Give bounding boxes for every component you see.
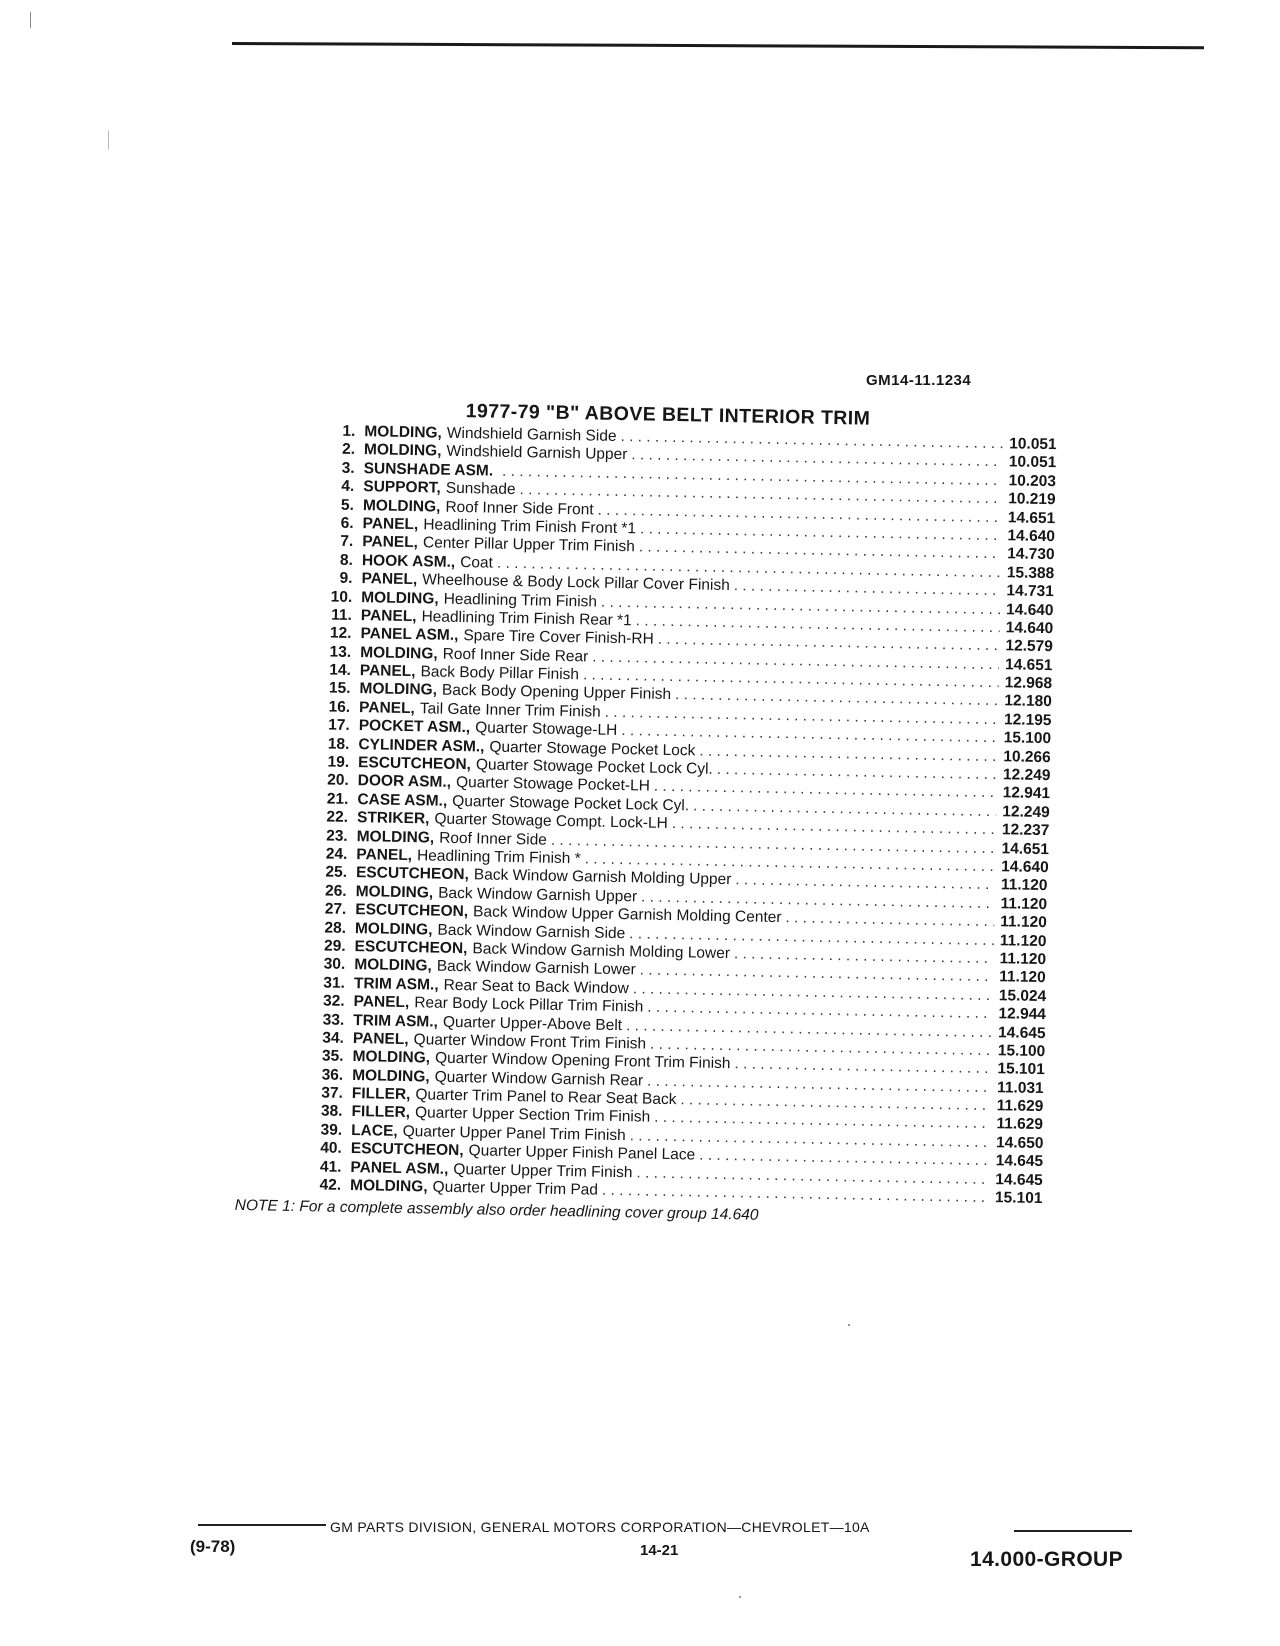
- item-number: 19.: [327, 753, 350, 771]
- scan-speck: [848, 1324, 850, 1326]
- part-description: Quarter Stowage Pocket Lock: [489, 738, 696, 760]
- margin-mark: [30, 12, 31, 28]
- part-description: Quarter Upper Trim Finish: [453, 1160, 633, 1181]
- group-code: 14.651: [1001, 839, 1050, 858]
- part-name: ESCUTCHEON,: [355, 864, 469, 884]
- group-code: 11.031: [996, 1078, 1044, 1097]
- part-name: FILLER,: [351, 1085, 411, 1104]
- part-description: Quarter Trim Panel to Rear Seat Back: [415, 1086, 677, 1109]
- part-description: Quarter Stowage Compt. Lock-LH: [434, 810, 668, 833]
- group-code: 14.645: [997, 1023, 1046, 1042]
- part-description: Sunshade: [445, 479, 516, 499]
- item-number: 38.: [320, 1102, 343, 1121]
- part-name: MOLDING,: [352, 1048, 431, 1067]
- scan-speck: [739, 1596, 741, 1598]
- footer-rule-left: [198, 1524, 326, 1526]
- part-name: PANEL,: [356, 846, 413, 865]
- part-description: Quarter Upper Trim Pad: [432, 1178, 599, 1199]
- item-number: 39.: [320, 1121, 343, 1139]
- part-name: MOLDING,: [349, 1177, 428, 1196]
- part-description: Spare Tire Cover Finish-RH: [463, 627, 654, 648]
- item-number: 10.: [330, 588, 353, 606]
- item-number: 23.: [326, 827, 348, 845]
- group-code: 10.051: [1008, 453, 1057, 472]
- part-description: Quarter Window Front Trim Finish: [413, 1031, 647, 1053]
- group-code: 10.266: [1003, 747, 1051, 766]
- group-code: 14.640: [1001, 858, 1049, 877]
- item-number: 28.: [324, 919, 347, 937]
- item-number: 13.: [329, 643, 352, 661]
- item-number: 6.: [340, 514, 354, 532]
- item-number: 17.: [328, 716, 350, 735]
- part-description: Headlining Trim Finish: [443, 590, 598, 611]
- group-code: 12.944: [998, 1005, 1047, 1024]
- item-number: 37.: [321, 1084, 344, 1102]
- part-name: PANEL,: [359, 662, 416, 681]
- item-number: 42.: [319, 1176, 342, 1194]
- group-code: 11.120: [1000, 895, 1048, 913]
- group-code: 11.120: [999, 950, 1047, 969]
- item-number: 14.: [329, 661, 352, 680]
- footnote: NOTE 1: For a complete assembly also order headlining cover group 14.640: [234, 1197, 759, 1225]
- item-number: 30.: [323, 955, 346, 974]
- item-number: 16.: [328, 698, 351, 716]
- group-code: 12.968: [1004, 674, 1053, 693]
- item-number: 21.: [326, 790, 349, 808]
- group-code: 10.219: [1008, 490, 1056, 509]
- part-name: HOOK ASM.,: [361, 551, 456, 571]
- item-number: 15.: [328, 680, 351, 698]
- part-name: PANEL,: [358, 698, 416, 718]
- group-code: 14.645: [995, 1152, 1044, 1171]
- part-description: Coat: [460, 553, 494, 572]
- part-name: MOLDING,: [355, 882, 434, 902]
- part-name: DOOR ASM.,: [357, 772, 452, 792]
- part-description: Tail Gate Inner Trim Finish: [419, 700, 601, 721]
- group-code: 15.101: [997, 1060, 1046, 1079]
- part-name: PANEL ASM.,: [350, 1158, 449, 1178]
- group-code: 14.650: [995, 1134, 1044, 1152]
- part-description: Roof Inner Side: [439, 829, 548, 849]
- part-name: MOLDING,: [359, 680, 438, 700]
- group-code: 14.640: [1005, 619, 1054, 638]
- top-rule: [232, 42, 1204, 49]
- part-name: MOLDING,: [356, 827, 435, 847]
- part-description: Quarter Upper-Above Belt: [442, 1013, 623, 1034]
- part-name: ESCUTCHEON,: [350, 1140, 464, 1160]
- part-description: Back Window Garnish Lower: [436, 957, 636, 979]
- part-name: LACE,: [351, 1121, 398, 1140]
- group-code: 11.120: [1000, 876, 1048, 895]
- group-code: 11.629: [996, 1097, 1044, 1116]
- item-number: 3.: [341, 459, 355, 477]
- group-code: 15.024: [998, 986, 1047, 1005]
- part-description: Wheelhouse & Body Lock Pillar Cover Finish: [422, 571, 730, 595]
- item-number: 36.: [321, 1066, 344, 1084]
- item-number: 32.: [322, 992, 345, 1010]
- part-name: ESCUTCHEON,: [357, 754, 472, 774]
- group-code: 10.203: [1008, 472, 1057, 490]
- part-description: Back Body Opening Upper Finish: [441, 682, 672, 704]
- part-name: SUNSHADE ASM.: [363, 459, 494, 480]
- item-number: 31.: [323, 974, 346, 992]
- part-description: Center Pillar Upper Trim Finish: [422, 534, 635, 556]
- part-name: TRIM ASM.,: [353, 974, 439, 994]
- part-name: MOLDING,: [364, 423, 442, 442]
- group-code: 14.651: [1004, 655, 1053, 674]
- part-name: PANEL,: [362, 533, 419, 552]
- part-description: Back Body Pillar Finish: [420, 663, 580, 684]
- part-name: MOLDING,: [352, 1066, 430, 1086]
- group-code: 10.051: [1009, 435, 1057, 454]
- item-number: 11.: [331, 606, 353, 624]
- group-code: 12.579: [1005, 637, 1053, 656]
- group-code: 12.941: [1002, 784, 1051, 803]
- group-code: 11.120: [999, 968, 1046, 987]
- part-name: CASE ASM.,: [357, 790, 448, 810]
- group-code: 12.180: [1004, 692, 1052, 711]
- group-code: 14.730: [1006, 545, 1055, 564]
- item-number: 12.: [329, 624, 352, 643]
- part-description: Quarter Upper Panel Trim Finish: [402, 1122, 626, 1145]
- part-description: Quarter Upper Section Trim Finish: [414, 1104, 651, 1127]
- part-name: MOLDING,: [362, 496, 441, 516]
- part-description: Quarter Stowage Pocket-LH: [455, 774, 651, 796]
- group-code: 14.645: [995, 1170, 1043, 1189]
- part-name: PANEL,: [361, 570, 418, 589]
- group-code: 14.640: [1005, 600, 1054, 619]
- item-number: 27.: [324, 900, 347, 919]
- part-name: TRIM ASM.,: [353, 1011, 439, 1031]
- part-name: PANEL,: [360, 607, 417, 626]
- part-name: MOLDING,: [363, 441, 442, 461]
- part-name: FILLER,: [351, 1103, 411, 1122]
- item-number: 26.: [324, 882, 347, 900]
- part-name: MOLDING,: [361, 588, 439, 608]
- date-code: (9-78): [190, 1537, 236, 1556]
- parts-list-block: [235, 396, 1080, 1231]
- part-description: Back Window Garnish Molding Upper: [473, 866, 732, 889]
- part-description: Rear Seat to Back Window: [443, 976, 629, 997]
- part-name: ESCUTCHEON,: [354, 938, 468, 958]
- group-code: 12.249: [1002, 766, 1051, 785]
- part-description: Roof Inner Side Front: [445, 498, 594, 519]
- item-number: 20.: [327, 771, 349, 790]
- part-name: MOLDING,: [360, 643, 438, 663]
- part-description: Headlining Trim Finish Front *1: [423, 516, 637, 538]
- group-code: 12.195: [1003, 711, 1052, 730]
- part-description: Headlining Trim Finish *: [416, 847, 581, 868]
- item-number: 1.: [342, 422, 356, 440]
- part-name: PANEL,: [352, 1029, 409, 1048]
- item-number: 7.: [340, 533, 354, 551]
- part-description: Windshield Garnish Side: [446, 424, 617, 445]
- part-description: Roof Inner Side Rear: [442, 645, 589, 666]
- item-number: 5.: [340, 496, 355, 514]
- group-code: 12.249: [1002, 803, 1050, 821]
- part-description: Headlining Trim Finish Rear *1: [421, 608, 632, 630]
- part-name: SUPPORT,: [363, 478, 441, 497]
- item-number: 40.: [320, 1139, 342, 1158]
- parts-list: [235, 421, 1079, 1209]
- item-number: 34.: [322, 1029, 345, 1047]
- scan-mark: [108, 130, 109, 150]
- part-description: Back Window Garnish Upper: [438, 884, 638, 906]
- item-number: 24.: [325, 845, 348, 863]
- group-code: 14.651: [1007, 508, 1056, 527]
- group-code: 15.388: [1006, 564, 1055, 582]
- group-code: 15.100: [1003, 729, 1052, 748]
- footer-rule-right: [1014, 1530, 1132, 1532]
- publisher-line: GM PARTS DIVISION, GENERAL MOTORS CORPORATION—CHEVROLET—10A: [330, 1519, 870, 1535]
- doc-number: GM14-11.1234: [866, 372, 972, 389]
- group-code: 15.101: [994, 1189, 1043, 1208]
- part-name: CYLINDER ASM.,: [358, 735, 485, 756]
- item-number: 4.: [341, 477, 355, 496]
- part-name: MOLDING,: [354, 919, 433, 939]
- part-description: Quarter Upper Finish Panel Lace: [468, 1142, 696, 1164]
- group-label: 14.000-GROUP: [970, 1548, 1124, 1571]
- part-description: Back Window Garnish Side: [437, 921, 626, 942]
- item-number: 29.: [323, 937, 346, 955]
- group-code: 15.100: [997, 1042, 1046, 1060]
- page-number: 14-21: [640, 1542, 679, 1559]
- item-number: 41.: [319, 1158, 342, 1176]
- group-code: 11.120: [1000, 913, 1047, 932]
- group-code: 14.731: [1006, 582, 1055, 601]
- part-description: Quarter Window Opening Front Trim Finish: [434, 1049, 731, 1073]
- part-name: MOLDING,: [354, 956, 432, 975]
- part-name: ESCUTCHEON,: [355, 901, 469, 921]
- part-name: PANEL ASM.,: [360, 625, 459, 645]
- part-description: Windshield Garnish Upper: [446, 443, 628, 464]
- part-description: Quarter Window Garnish Rear: [434, 1068, 644, 1090]
- item-number: 25.: [325, 863, 348, 882]
- page-title: 1977-79 "B" ABOVE BELT INTERIOR TRIM: [465, 400, 871, 430]
- part-name: POCKET ASM.,: [358, 717, 471, 737]
- item-number: 18.: [327, 735, 350, 753]
- part-name: PANEL,: [353, 993, 410, 1012]
- item-number: 9.: [339, 569, 353, 588]
- part-description: Quarter Stowage Pocket Lock Cyl.: [475, 756, 713, 778]
- item-number: 8.: [339, 551, 354, 569]
- item-number: 22.: [326, 808, 349, 827]
- group-code: 11.629: [996, 1115, 1044, 1134]
- group-code: 11.120: [999, 931, 1047, 950]
- part-description: Quarter Stowage Pocket Lock Cyl.: [452, 792, 690, 815]
- part-description: Back Window Garnish Molding Lower: [472, 940, 731, 963]
- group-code: 14.640: [1007, 527, 1056, 546]
- item-number: 2.: [341, 441, 356, 459]
- part-description: Rear Body Lock Pillar Trim Finish: [414, 994, 644, 1016]
- part-description: Quarter Stowage-LH: [475, 719, 618, 740]
- part-description: Back Window Upper Garnish Molding Center: [472, 903, 782, 927]
- group-code: 12.237: [1001, 821, 1050, 840]
- part-name: PANEL,: [362, 515, 419, 534]
- item-number: 35.: [321, 1047, 344, 1066]
- item-number: 33.: [322, 1010, 345, 1029]
- part-name: STRIKER,: [356, 809, 430, 828]
